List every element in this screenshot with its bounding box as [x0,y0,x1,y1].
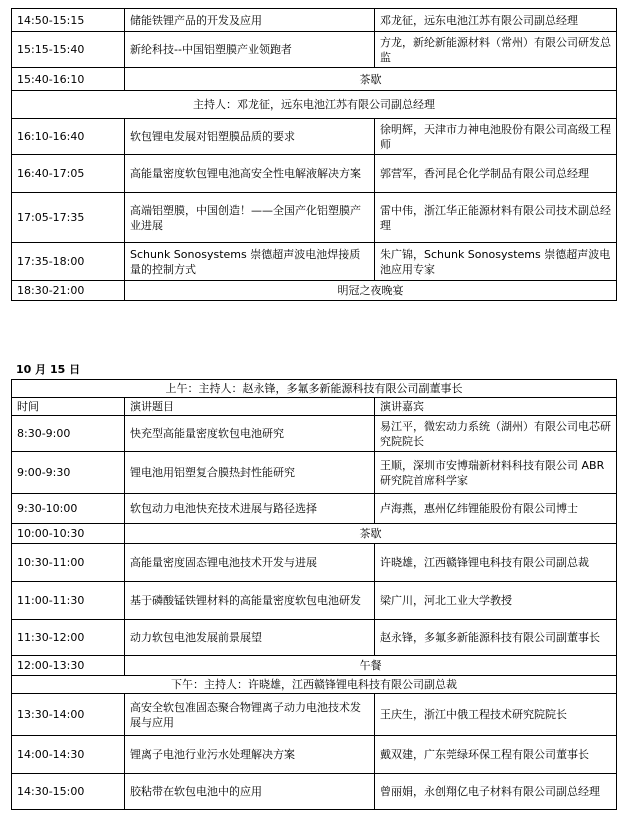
header-time: 时间 [12,398,125,416]
speaker-cell: 郭营军，香河昆仑化学制品有限公司总经理 [375,155,617,193]
schedule-row [12,416,617,452]
time-cell: 12:00-13:30 [12,656,125,676]
speaker-cell: 梁广川，河北工业大学教授 [375,582,617,620]
speaker-cell: 雷中伟，浙江华正能源材料有限公司技术副总经理 [375,193,617,243]
header-speaker: 演讲嘉宾 [375,398,617,416]
speaker-cell: 曾丽娟，永创翔亿电子材料有限公司副总经理 [375,774,617,810]
morning-host-cell: 上午：主持人：赵永锋，多氟多新能源科技有限公司副董事长 [12,380,617,398]
topic-cell: 软包动力电池快充技术进展与路径选择 [125,494,375,524]
schedule-row [12,774,617,810]
topic-cell: 高能量密度固态锂电池技术开发与进展 [125,544,375,582]
topic-cell: 高能量密度软包锂电池高安全性电解液解决方案 [125,155,375,193]
time-cell: 15:40-16:10 [12,68,125,91]
schedule-row [12,582,617,620]
schedule-row [12,620,617,656]
speaker-cell: 朱广锦，Schunk Sonosystems 崇德超声波电池应用专家 [375,243,617,281]
topic-cell: 胶粘带在软包电池中的应用 [125,774,375,810]
schedule-row [12,155,617,193]
speaker-cell: 徐明辉，天津市力神电池股份有限公司高级工程师 [375,119,617,155]
time-cell: 13:30-14:00 [12,694,125,736]
topic-cell: 基于磷酸锰铁锂材料的高能量密度软包电池研发 [125,582,375,620]
time-cell: 17:35-18:00 [12,243,125,281]
host-cell: 下午：主持人：许晓雄，江西赣锋锂电科技有限公司副总裁 [12,676,617,694]
speaker-cell: 许晓雄，江西赣锋锂电科技有限公司副总裁 [375,544,617,582]
speaker-cell: 王庆生，浙江中俄工程技术研究院院长 [375,694,617,736]
header-topic: 演讲题目 [125,398,375,416]
speaker-cell: 易江平，微宏动力系统（湖州）有限公司电芯研究院院长 [375,416,617,452]
topic-cell: 软包锂电发展对铝塑膜品质的要求 [125,119,375,155]
time-cell: 8:30-9:00 [12,416,125,452]
time-cell: 14:30-15:00 [12,774,125,810]
topic-cell: 锂电池用铝塑复合膜热封性能研究 [125,452,375,494]
break-label-cell: 茶歇 [125,68,617,91]
time-cell: 11:30-12:00 [12,620,125,656]
break-label-cell: 茶歇 [125,524,617,544]
day1-schedule-table [11,8,617,301]
schedule-row [12,32,617,68]
topic-cell: 新纶科技--中国铝塑膜产业领跑者 [125,32,375,68]
speaker-cell: 王顺，深圳市安博瑞新材料科技有限公司 ABR 研究院首席科学家 [375,452,617,494]
break-label-cell: 明冠之夜晚宴 [125,281,617,301]
schedule-row [12,494,617,524]
speaker-cell: 卢海燕，惠州亿纬锂能股份有限公司博士 [375,494,617,524]
topic-cell: 锂离子电池行业污水处理解决方案 [125,736,375,774]
speaker-cell: 邓龙征，远东电池江苏有限公司副总经理 [375,9,617,32]
topic-cell: 快充型高能量密度软包电池研究 [125,416,375,452]
day2-schedule-table [11,379,617,810]
time-cell: 14:50-15:15 [12,9,125,32]
time-cell: 9:00-9:30 [12,452,125,494]
schedule-row [12,694,617,736]
topic-cell: Schunk Sonosystems 崇德超声波电池焊接质量的控制方式 [125,243,375,281]
break-label-cell: 午餐 [125,656,617,676]
schedule-row [12,544,617,582]
time-cell: 18:30-21:00 [12,281,125,301]
speaker-cell: 赵永锋，多氟多新能源科技有限公司副董事长 [375,620,617,656]
break-row [12,281,617,301]
time-cell: 16:10-16:40 [12,119,125,155]
topic-cell: 高端铝塑膜，中国创造！——全国产化铝塑膜产业进展 [125,193,375,243]
schedule-row [12,736,617,774]
schedule-row [12,452,617,494]
host-row [12,676,617,694]
break-row [12,524,617,544]
time-cell: 10:00-10:30 [12,524,125,544]
host-cell: 主持人：邓龙征，远东电池江苏有限公司副总经理 [12,91,617,119]
time-cell: 11:00-11:30 [12,582,125,620]
break-row [12,68,617,91]
header-row [12,398,617,416]
topic-cell: 动力软包电池发展前景展望 [125,620,375,656]
schedule-row [12,119,617,155]
topic-cell: 高安全软包准固态聚合物锂离子动力电池技术发展与应用 [125,694,375,736]
time-cell: 10:30-11:00 [12,544,125,582]
time-cell: 9:30-10:00 [12,494,125,524]
time-cell: 17:05-17:35 [12,193,125,243]
schedule-row [12,243,617,281]
speaker-cell: 戴双建，广东莞绿环保工程有限公司董事长 [375,736,617,774]
time-cell: 16:40-17:05 [12,155,125,193]
time-cell: 15:15-15:40 [12,32,125,68]
schedule-row [12,193,617,243]
day2-date-heading: 10 月 15 日 [16,363,81,376]
host-row [12,91,617,119]
morning-host-row [12,380,617,398]
schedule-row [12,9,617,32]
break-row [12,656,617,676]
topic-cell: 储能铁锂产品的开发及应用 [125,9,375,32]
speaker-cell: 方龙，新纶新能源材料（常州）有限公司研发总监 [375,32,617,68]
time-cell: 14:00-14:30 [12,736,125,774]
